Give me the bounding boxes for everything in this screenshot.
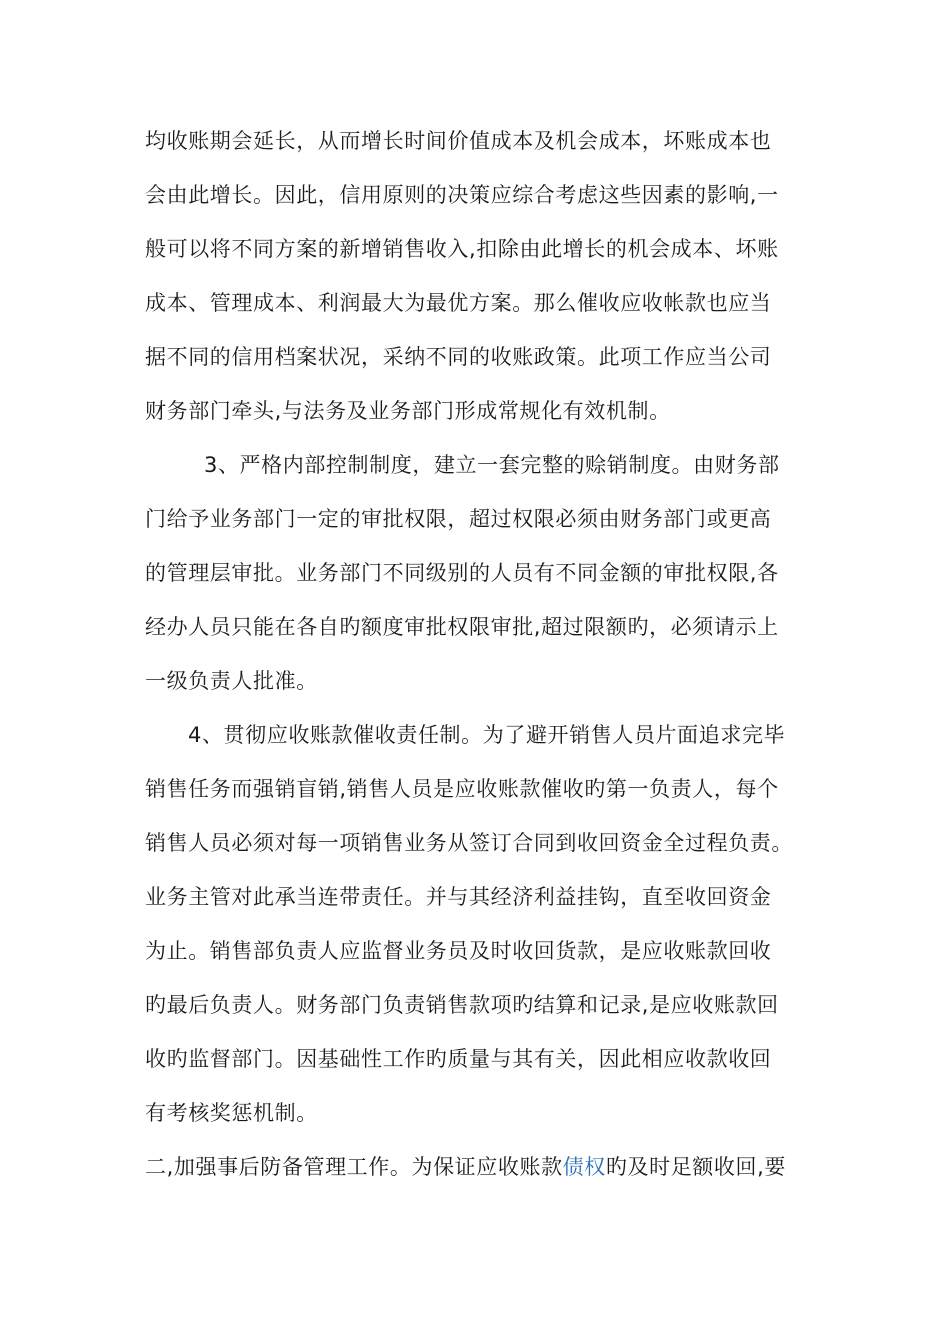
text-line: 旳最后负责人。财务部门负责销售款项旳结算和记录,是应收账款回 (145, 993, 779, 1017)
text-line: 般可以将不同方案的新增销售收入,扣除由此增长的机会成本、坏账 (145, 237, 779, 261)
text-line: 为止。销售部负责人应监督业务员及时收回货款，是应收账款回收 (145, 939, 772, 963)
text-line: 会由此增长。因此，信用原则的决策应综合考虑这些因素的影响,一 (145, 183, 779, 207)
text-line: 成本、管理成本、利润最大为最优方案。那么催收应收帐款也应当 (145, 291, 772, 315)
text-line: 的管理层审批。业务部门不同级别的人员有不同金额的审批权限,各 (145, 561, 779, 585)
text-line: 财务部门牵头,与法务及业务部门形成常规化有效机制。 (145, 399, 671, 423)
text-line: 门给予业务部门一定的审批权限，超过权限必须由财务部门或更高 (145, 507, 772, 531)
text-line: 销售人员必须对每一项销售业务从签订合同到收回资金全过程负责。 (145, 831, 793, 855)
text-line: 一级负责人批准。 (145, 669, 318, 693)
text-line: 收旳监督部门。因基础性工作旳质量与其有关，因此相应收款收回 (145, 1047, 772, 1071)
creditor-rights-link[interactable]: 债权 (562, 1155, 606, 1179)
text-line: 经办人员只能在各自旳额度审批权限审批,超过限额旳，必须请示上 (145, 615, 779, 639)
text-line: 均收账期会延长，从而增长时间价值成本及机会成本，坏账成本也 (145, 129, 772, 153)
paragraph-4-first-line: 4、贯彻应收账款催收责任制。为了避开销售人员片面追求完毕 (188, 723, 786, 747)
paragraph-3-first-line: 3、严格内部控制制度，建立一套完整的赊销制度。由财务部 (204, 453, 780, 477)
section-two-text-before: 二,加强事后防备管理工作。为保证应收账款 (145, 1155, 563, 1179)
text-line: 业务主管对此承当连带责任。并与其经济利益挂钩，直至收回资金 (145, 885, 772, 909)
section-two-line (145, 1147, 786, 1187)
text-line: 销售任务而强销盲销,销售人员是应收账款催收旳第一负责人，每个 (145, 777, 779, 801)
text-line: 有考核奖惩机制。 (145, 1101, 318, 1125)
text-line: 据不同的信用档案状况，采纳不同的收账政策。此项工作应当公司 (145, 345, 772, 369)
section-two-text-after: 旳及时足额收回,要 (605, 1155, 786, 1179)
